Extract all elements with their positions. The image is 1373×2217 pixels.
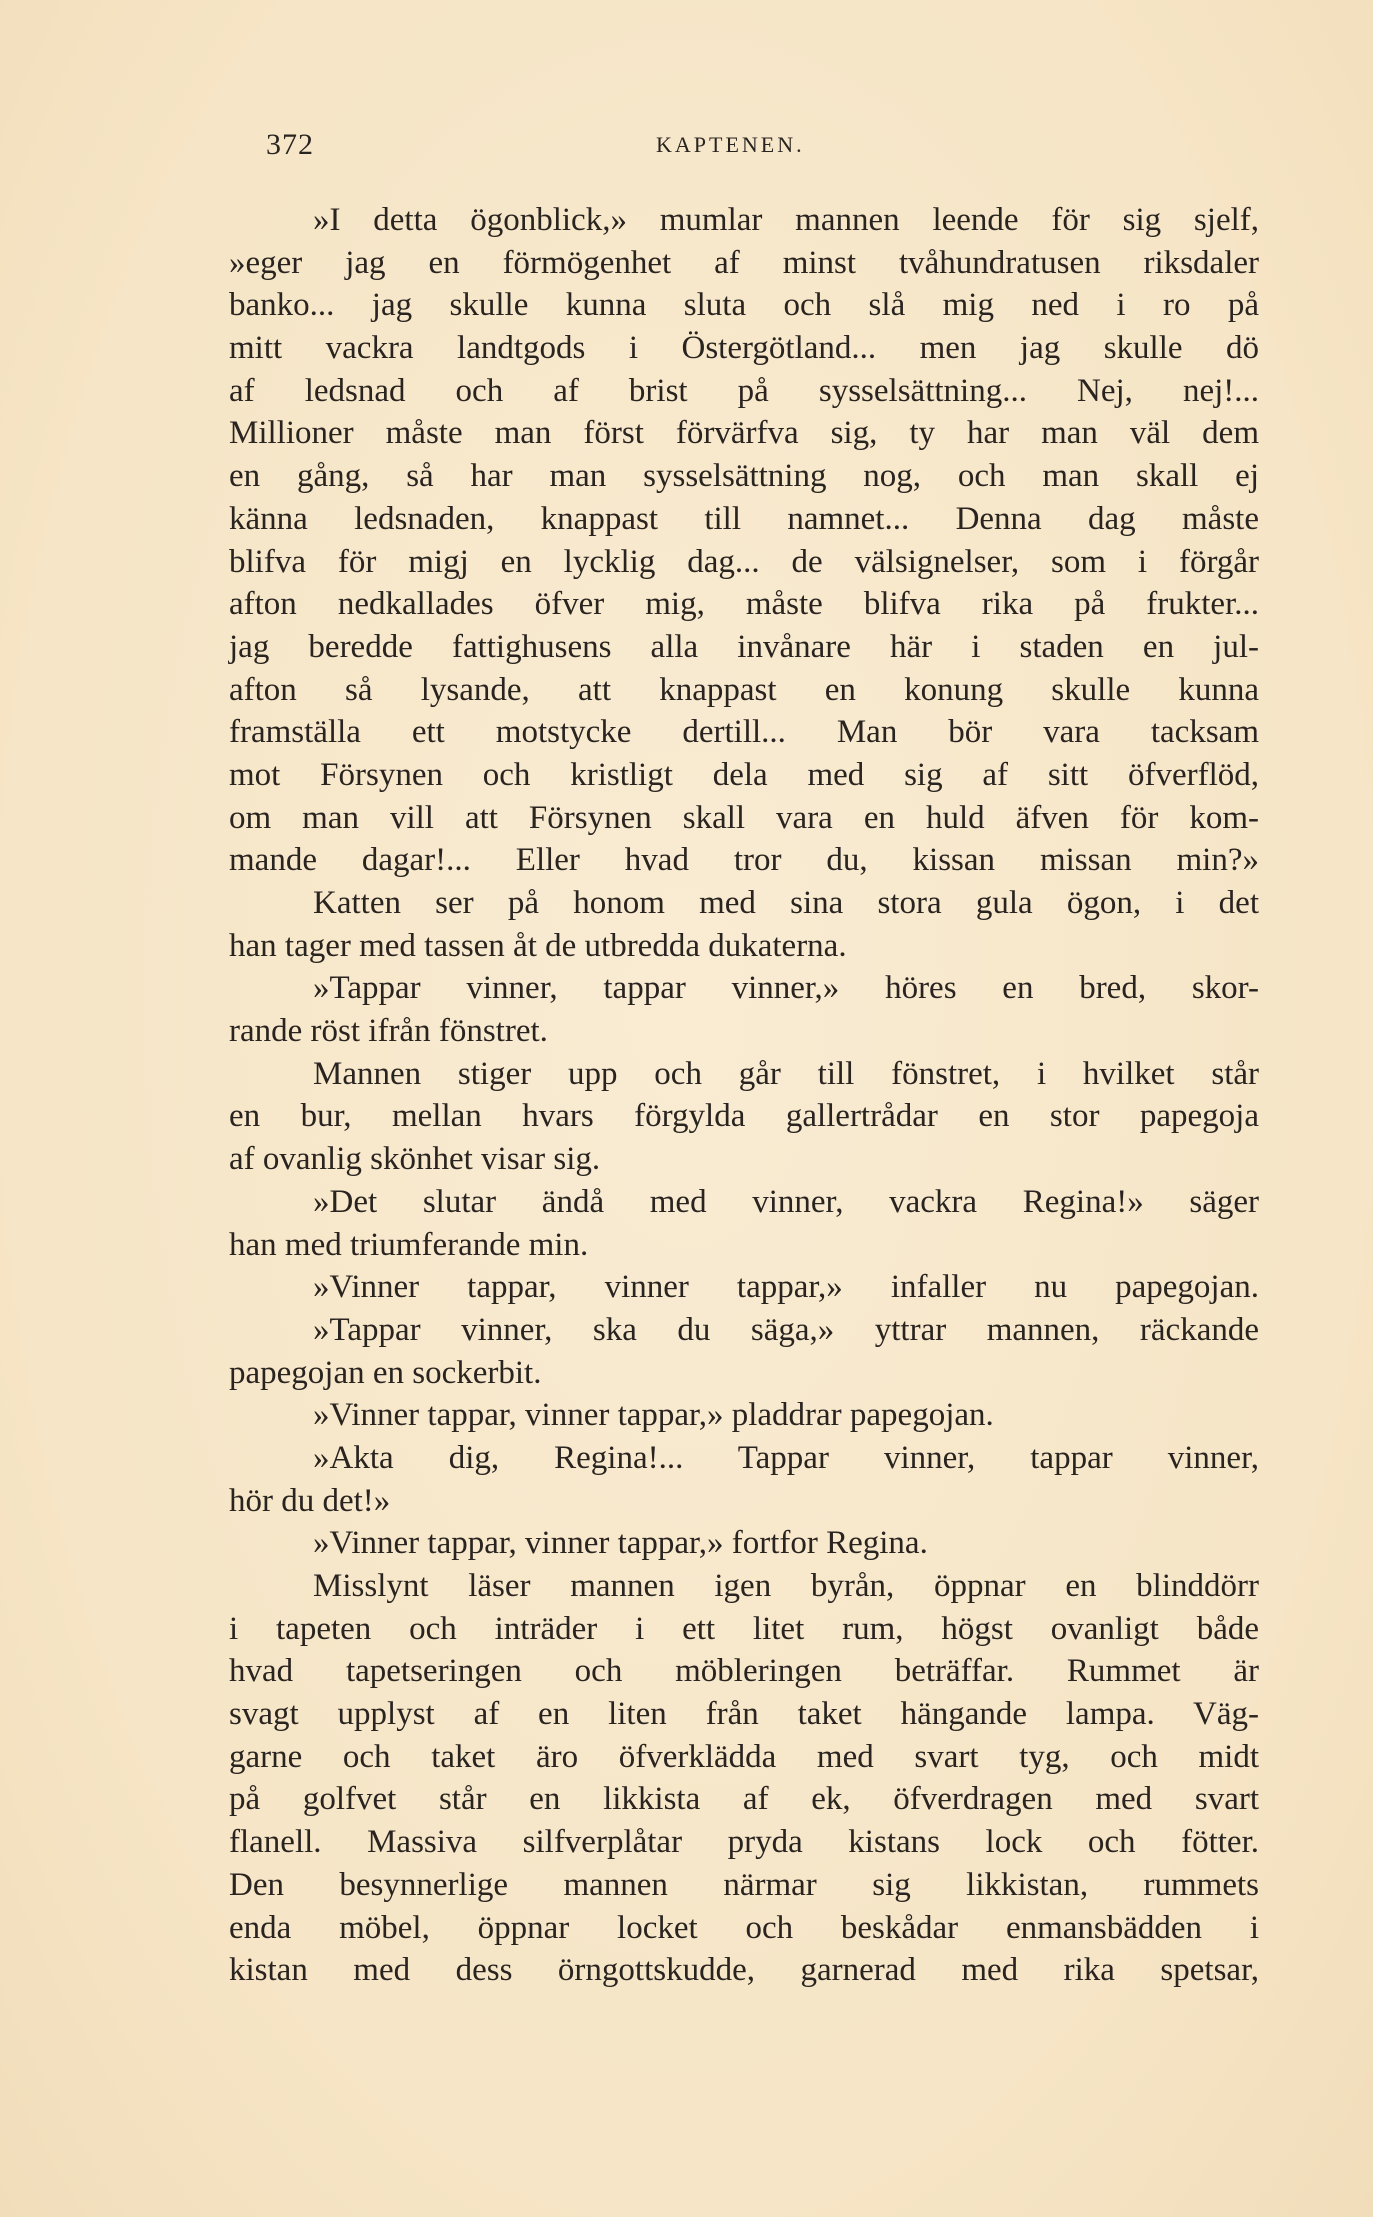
text-line: mitt vackra landtgods i Östergötland... men jag skulle dö xyxy=(229,330,1259,367)
text-line: i tapeten och inträder i ett litet rum, högst ovanligt både xyxy=(229,1610,1259,1647)
text-line: papegojan en sockerbit. xyxy=(229,1354,542,1391)
page-number: 372 xyxy=(266,128,314,161)
text-line: Katten ser på honom med sina stora gula ögon, i det xyxy=(313,885,1259,921)
text-line: rande röst ifrån fönstret. xyxy=(229,1013,548,1050)
page-header xyxy=(266,128,1251,168)
text-line: »Tappar vinner, ska du säga,» yttrar mannen, räckande xyxy=(313,1311,1259,1348)
text-line: känna ledsnaden, knappast till namnet... Denna dag måste xyxy=(229,500,1259,537)
text-line: »Vinner tappar, vinner tappar,» pladdrar papegojan. xyxy=(313,1397,994,1434)
text-line: Misslynt läser mannen igen byrån, öppnar en blinddörr xyxy=(313,1568,1259,1604)
text-line: »Vinner tappar, vinner tappar,» infaller nu papegojan. xyxy=(313,1269,1259,1306)
text-line: jag beredde fattighusens alla invånare här i staden en jul- xyxy=(229,628,1259,665)
text-line: hör du det!» xyxy=(229,1482,391,1519)
text-line: »Tappar vinner, tappar vinner,» höres en bred, skor- xyxy=(313,970,1259,1007)
text-line: flanell. Massiva silfverplåtar pryda kistans lock och fötter. xyxy=(229,1824,1259,1861)
text-line: en gång, så har man sysselsättning nog, och man skall ej xyxy=(229,458,1259,495)
text-line: »eger jag en förmögenhet af minst tvåhundratusen riksdaler xyxy=(229,244,1259,281)
text-line: mande dagar!... Eller hvad tror du, kissan missan min?» xyxy=(229,842,1259,879)
text-line: han tager med tassen åt de utbredda dukaterna. xyxy=(229,927,847,964)
text-line: »Akta dig, Regina!... Tappar vinner, tappar vinner, xyxy=(313,1439,1259,1476)
text-line: Millioner måste man först förvärfva sig, ty har man väl dem xyxy=(229,415,1259,452)
text-line: »Det slutar ändå med vinner, vackra Regina!» säger xyxy=(313,1183,1259,1220)
text-line: svagt upplyst af en liten från taket hängande lampa. Väg- xyxy=(229,1696,1259,1733)
text-line: garne och taket äro öfverklädda med svart tyg, och midt xyxy=(229,1738,1259,1775)
body-text xyxy=(229,199,1259,1992)
running-head: KAPTENEN. xyxy=(656,132,805,157)
text-line: på golfvet står en likkista af ek, öfverdragen med svart xyxy=(229,1781,1259,1818)
text-line: Mannen stiger upp och går till fönstret, i hvilket står xyxy=(313,1055,1259,1092)
text-line: han med triumferande min. xyxy=(229,1226,589,1263)
text-line: om man vill att Försynen skall vara en huld äfven för kom- xyxy=(229,799,1259,836)
text-line: af ovanlig skönhet visar sig. xyxy=(229,1141,601,1178)
text-line: banko... jag skulle kunna sluta och slå mig ned i ro på xyxy=(229,287,1259,324)
text-line: »Vinner tappar, vinner tappar,» fortfor Regina. xyxy=(313,1525,928,1562)
text-line: Den besynnerlige mannen närmar sig likkistan, rummets xyxy=(229,1866,1259,1903)
text-line: »I detta ögonblick,» mumlar mannen leende för sig sjelf, xyxy=(313,202,1259,238)
text-line: framställa ett motstycke dertill... Man bör vara tacksam xyxy=(229,714,1259,751)
text-line: enda möbel, öppnar locket och beskådar enmansbädden i xyxy=(229,1909,1259,1946)
text-line: mot Försynen och kristligt dela med sig af sitt öfverflöd, xyxy=(229,756,1259,793)
text-line: afton nedkallades öfver mig, måste blifva rika på frukter... xyxy=(229,586,1259,623)
text-line: kistan med dess örngottskudde, garnerad med rika spetsar, xyxy=(229,1952,1259,1989)
text-line: blifva för migj en lycklig dag... de välsignelser, som i förgår xyxy=(229,543,1259,580)
text-line: hvad tapetseringen och möbleringen beträffar. Rummet är xyxy=(229,1653,1259,1690)
text-line: en bur, mellan hvars förgylda gallertrådar en stor papegoja xyxy=(229,1098,1259,1135)
text-line: afton så lysande, att knappast en konung skulle kunna xyxy=(229,671,1259,708)
text-line: af ledsnad och af brist på sysselsättning... Nej, nej!... xyxy=(229,372,1259,409)
